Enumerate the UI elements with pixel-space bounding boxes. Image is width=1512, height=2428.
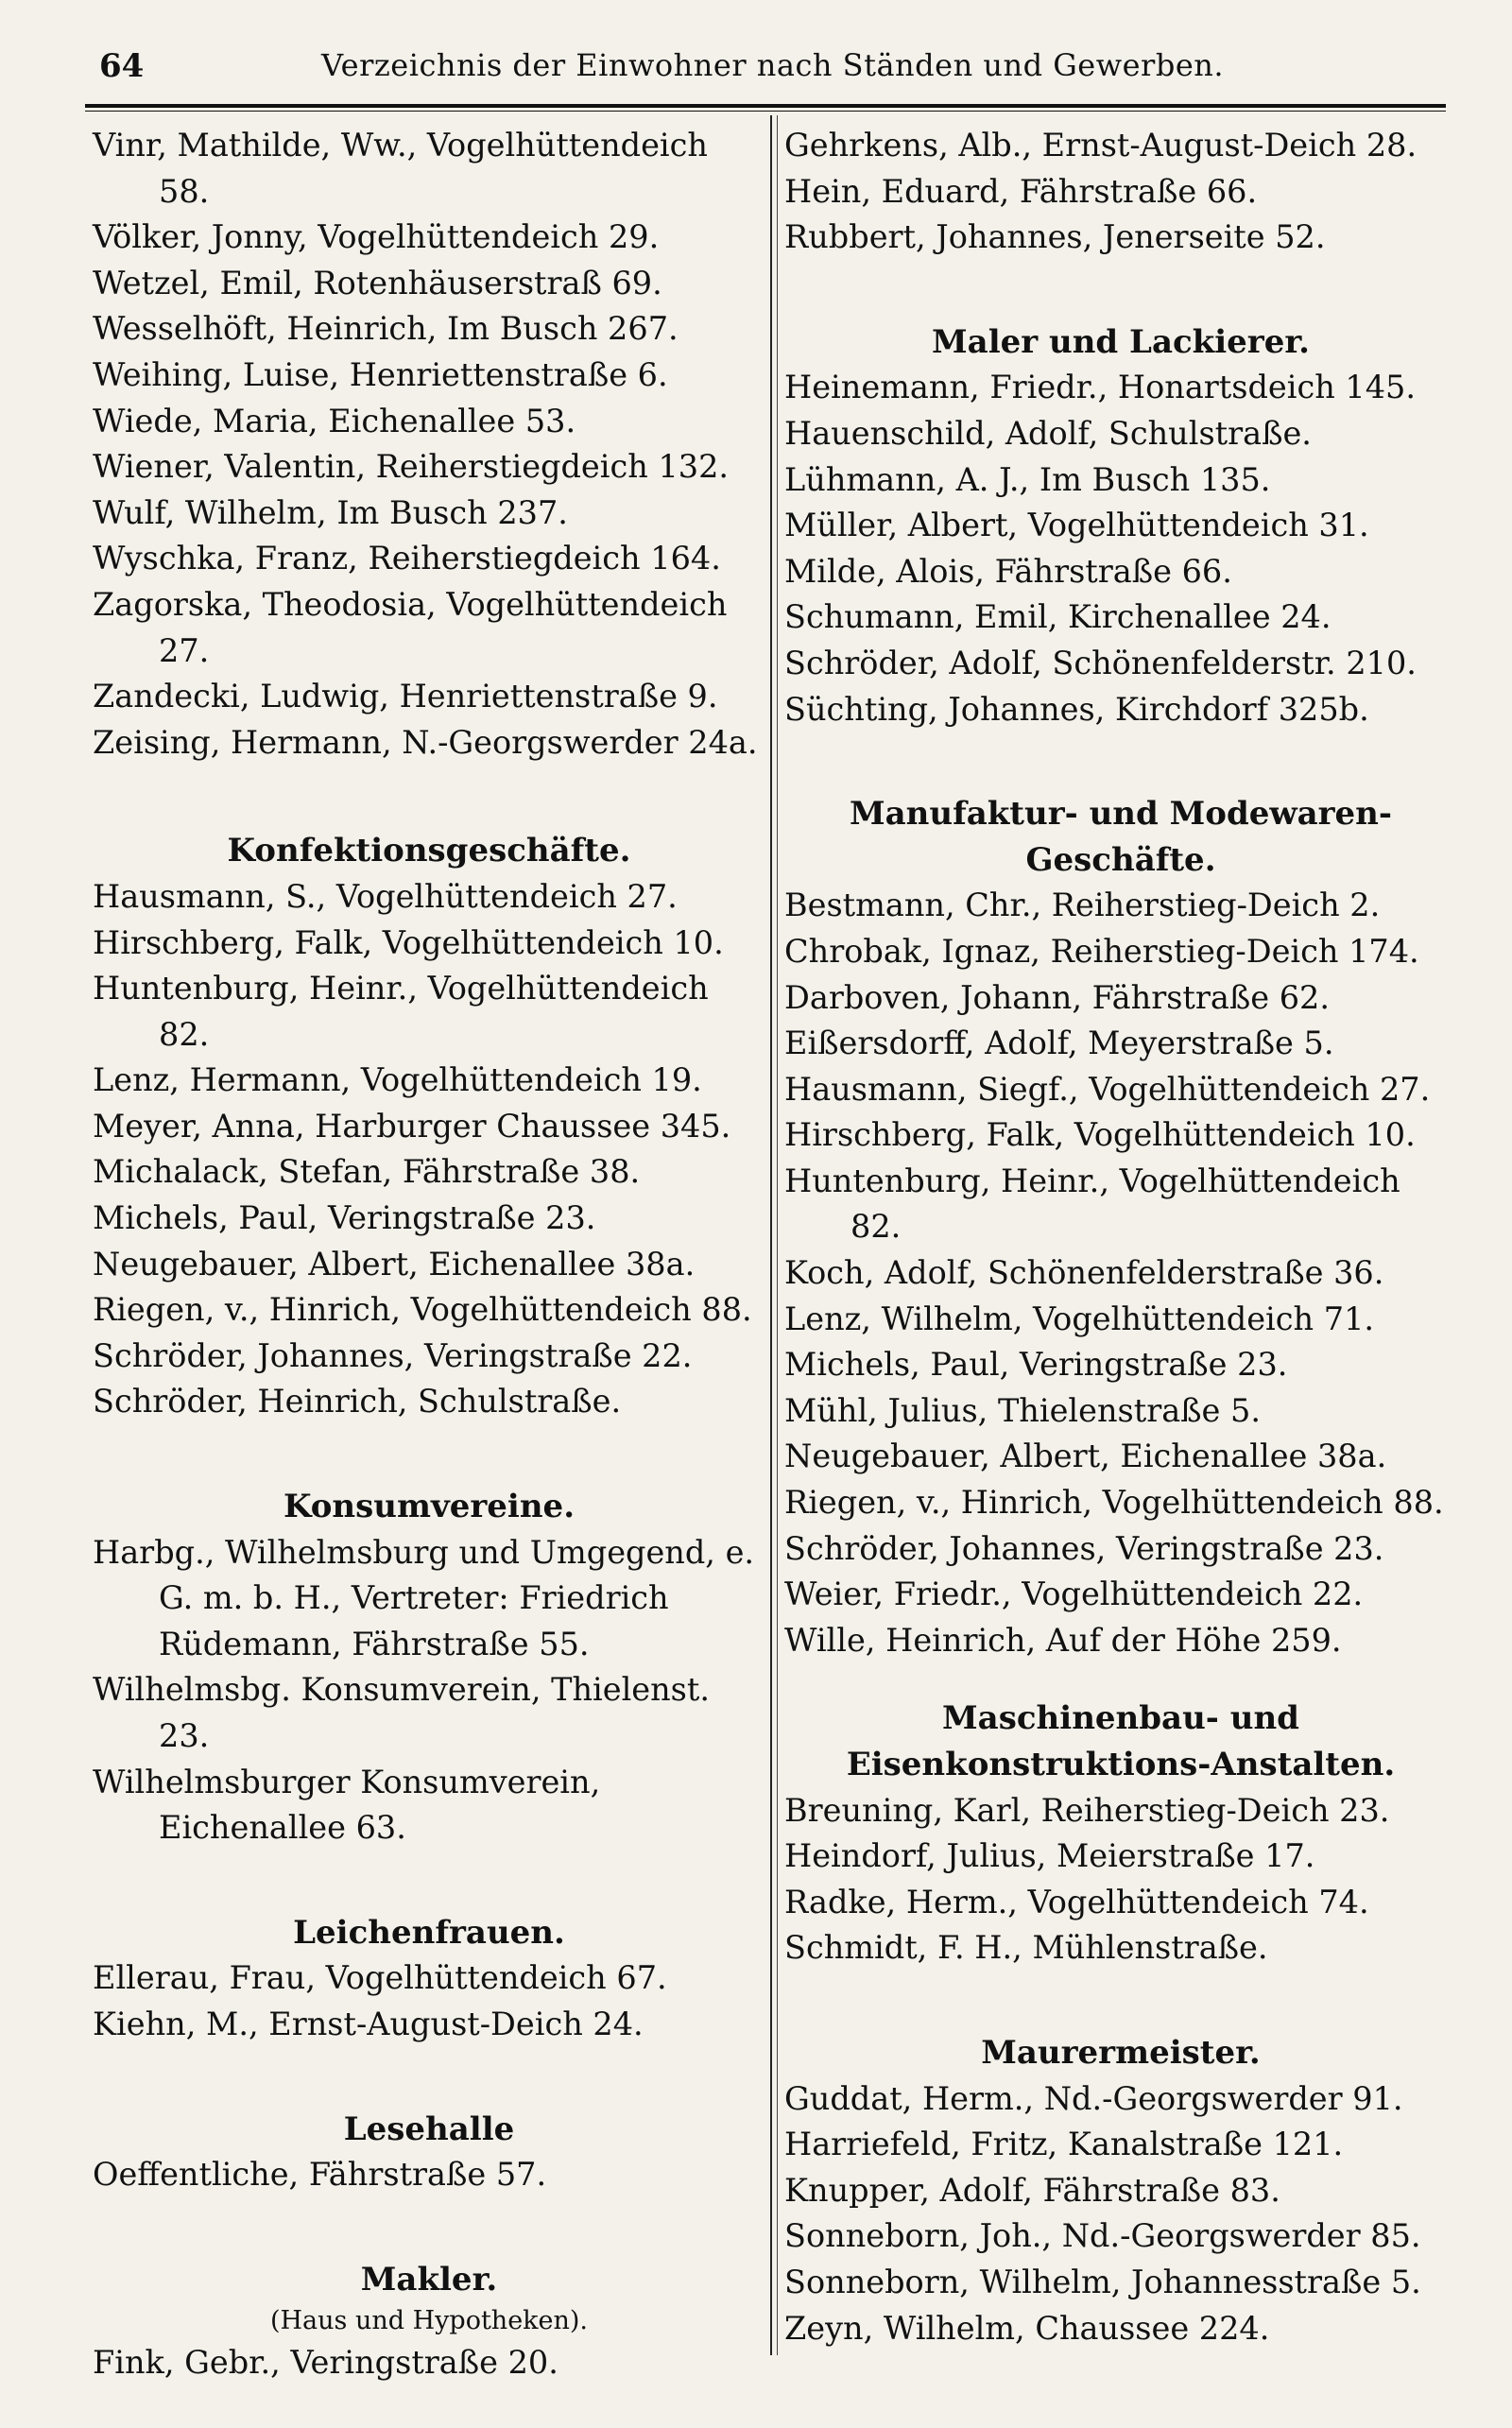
list-item: Sonneborn, Joh., Nd.-Georgswerder 85. — [784, 2217, 1421, 2255]
list-item: Meyer, Anna, Harburger Chaussee 345. — [93, 1107, 731, 1145]
list-item: Süchting, Johannes, Kirchdorf 325b. — [784, 690, 1369, 728]
list-item: Heindorf, Julius, Meierstraße 17. — [784, 1837, 1315, 1875]
konfektion-list — [93, 874, 765, 1425]
list-item: Mühl, Julius, Thielenstraße 5. — [784, 1391, 1261, 1429]
list-item: Wyschka, Franz, Reiherstiegdeich 164. — [93, 540, 721, 577]
list-item: Wille, Heinrich, Auf der Höhe 259. — [784, 1621, 1342, 1659]
list-item: Weihing, Luise, Henriettenstraße 6. — [93, 355, 668, 393]
list-item: Harbg., Wilhelmsburg und Umgegend, e. G. m. b. H., Vertreter: Friedrich Rüdemann, Fährstraße 55. — [93, 1533, 755, 1662]
left-top-list — [93, 123, 765, 766]
header-rule-thin — [85, 111, 1446, 112]
page-number: 64 — [99, 47, 145, 85]
list-item: Zagorska, Theodosia, Vogelhüttendeich 27. — [93, 585, 728, 669]
list-item: Bestmann, Chr., Reiherstieg-Deich 2. — [784, 887, 1381, 924]
list-item: Fink, Gebr., Veringstraße 20. — [93, 2344, 558, 2382]
column-divider-thin — [777, 115, 778, 2355]
list-item: Hein, Eduard, Fährstraße 66. — [784, 172, 1258, 210]
list-item: Zeising, Hermann, N.-Georgswerder 24a. — [93, 723, 758, 761]
section-heading-maurermeister: Maurermeister. — [981, 2033, 1261, 2072]
list-item: Neugebauer, Albert, Eichenallee 38a. — [784, 1438, 1387, 1475]
list-item: Schmidt, F. H., Mühlenstraße. — [784, 1929, 1268, 1967]
list-item: Gehrkens, Alb., Ernst-August-Deich 28. — [784, 127, 1418, 164]
maschinen-list — [784, 1788, 1457, 1972]
list-item: Wilhelmsbg. Konsumverein, Thielenst. 23. — [93, 1671, 710, 1754]
list-item: Lenz, Wilhelm, Vogelhüttendeich 71. — [784, 1300, 1375, 1337]
list-item: Zeyn, Wilhelm, Chaussee 224. — [784, 2309, 1270, 2347]
section-subheading-makler: (Haus und Hypotheken). — [269, 2306, 589, 2336]
list-item: Darboven, Johann, Fährstraße 62. — [784, 978, 1330, 1016]
konsum-list — [93, 1530, 765, 1851]
list-item: Knupper, Adolf, Fährstraße 83. — [784, 2171, 1280, 2209]
list-item: Schumann, Emil, Kirchenallee 24. — [784, 598, 1332, 636]
section-heading-lesehalle: Lesehalle — [343, 2109, 515, 2148]
list-item: Wiener, Valentin, Reiherstiegdeich 132. — [93, 448, 730, 486]
list-item: Schröder, Heinrich, Schulstraße. — [93, 1383, 622, 1421]
list-item: Huntenburg, Heinr., Vogelhüttendeich 82. — [784, 1162, 1400, 1246]
list-item: Eißersdorff, Adolf, Meyerstraße 5. — [784, 1025, 1334, 1062]
left-column — [93, 123, 765, 2386]
list-item: Guddat, Herm., Nd.-Georgswerder 91. — [784, 2079, 1403, 2117]
list-item: Ellerau, Frau, Vogelhüttendeich 67. — [93, 1959, 667, 1997]
list-item: Zandecki, Ludwig, Henriettenstraße 9. — [93, 678, 718, 715]
list-item: Michalack, Stefan, Fährstraße 38. — [93, 1153, 641, 1191]
maurer-list — [784, 2076, 1457, 2352]
list-item: Lühmann, A. J., Im Busch 135. — [784, 460, 1271, 498]
list-item: Wetzel, Emil, Rotenhäuserstraß 69. — [93, 264, 662, 301]
section-heading-maler: Maler und Lackierer. — [932, 322, 1310, 361]
list-item: Hirschberg, Falk, Vogelhüttendeich 10. — [93, 923, 724, 961]
list-item: Michels, Paul, Veringstraße 23. — [784, 1346, 1288, 1384]
section-heading-manufaktur: Manufaktur- und Modewaren-Geschäfte. — [849, 795, 1393, 879]
list-item: Sonneborn, Wilhelm, Johannesstraße 5. — [784, 2263, 1421, 2300]
list-item: Müller, Albert, Vogelhüttendeich 31. — [784, 507, 1369, 544]
section-heading-leichenfrauen: Leichenfrauen. — [293, 1913, 565, 1952]
list-item: Wulf, Wilhelm, Im Busch 237. — [93, 493, 568, 531]
manufaktur-list — [784, 883, 1457, 1663]
list-item: Oeffentliche, Fährstraße 57. — [93, 2156, 547, 2194]
list-item: Schröder, Johannes, Veringstraße 22. — [93, 1336, 693, 1374]
section-heading-makler: Makler. — [360, 2260, 498, 2299]
list-item: Kiehn, M., Ernst-August-Deich 24. — [93, 2005, 644, 2042]
list-item: Vinr, Mathilde, Ww., Vogelhüttendeich 58. — [93, 127, 708, 210]
makler-list — [93, 2340, 765, 2386]
list-item: Hausmann, S., Vogelhüttendeich 27. — [93, 877, 678, 915]
list-item: Chrobak, Ignaz, Reiherstieg-Deich 174. — [784, 932, 1419, 970]
list-item: Breuning, Karl, Reiherstieg-Deich 23. — [784, 1791, 1390, 1829]
list-item: Koch, Adolf, Schönenfelderstraße 36. — [784, 1254, 1384, 1292]
section-heading-konfektion: Konfektionsgeschäfte. — [227, 832, 631, 870]
list-item: Milde, Alois, Fährstraße 66. — [784, 552, 1232, 590]
lesehalle-list — [93, 2152, 765, 2198]
list-item: Neugebauer, Albert, Eichenallee 38a. — [93, 1245, 696, 1283]
list-item: Weier, Friedr., Vogelhüttendeich 22. — [784, 1576, 1364, 1613]
list-item: Hausmann, Siegf., Vogelhüttendeich 27. — [784, 1070, 1431, 1108]
list-item: Rubbert, Johannes, Jenerseite 52. — [784, 218, 1326, 256]
section-heading-maschinenbau: Maschinenbau- und Eisenkonstruktions-Anstalten. — [846, 1699, 1396, 1783]
list-item: Heinemann, Friedr., Honartsdeich 145. — [784, 369, 1417, 406]
list-item: Völker, Jonny, Vogelhüttendeich 29. — [93, 218, 660, 256]
list-item: Riegen, v., Hinrich, Vogelhüttendeich 88. — [93, 1291, 752, 1329]
column-divider — [770, 115, 772, 2355]
list-item: Schröder, Johannes, Veringstraße 23. — [784, 1529, 1384, 1567]
list-item: Riegen, v., Hinrich, Vogelhüttendeich 88. — [784, 1484, 1444, 1522]
right-top-list — [784, 123, 1457, 261]
list-item: Harriefeld, Fritz, Kanalstraße 121. — [784, 2126, 1344, 2163]
list-item: Wilhelmsburger Konsumverein, Eichenallee 63. — [93, 1763, 601, 1847]
list-item: Michels, Paul, Veringstraße 23. — [93, 1199, 596, 1237]
list-item: Wesselhöft, Heinrich, Im Busch 267. — [93, 310, 679, 348]
list-item: Lenz, Hermann, Vogelhüttendeich 19. — [93, 1061, 702, 1099]
list-item: Schröder, Adolf, Schönenfelderstr. 210. — [784, 644, 1417, 681]
maler-list — [784, 365, 1457, 732]
header-rule — [85, 104, 1446, 108]
list-item: Wiede, Maria, Eichenallee 53. — [93, 402, 576, 439]
section-heading-konsum: Konsumvereine. — [283, 1488, 576, 1526]
list-item: Radke, Herm., Vogelhüttendeich 74. — [784, 1883, 1369, 1920]
right-column — [784, 123, 1457, 2351]
list-item: Hauenschild, Adolf, Schulstraße. — [784, 414, 1312, 452]
running-head: Verzeichnis der Einwohner nach Ständen und Gewerben. — [321, 47, 1225, 83]
list-item: Huntenburg, Heinr., Vogelhüttendeich 82. — [93, 970, 709, 1053]
leichen-list — [93, 1955, 765, 2047]
list-item: Hirschberg, Falk, Vogelhüttendeich 10. — [784, 1116, 1416, 1154]
